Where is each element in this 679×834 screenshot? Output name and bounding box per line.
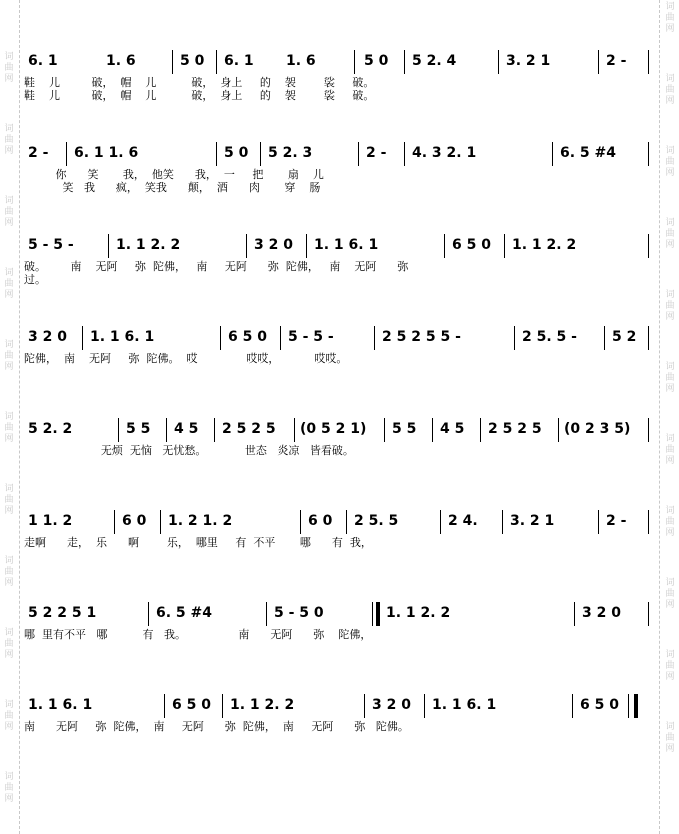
watermark: 词 曲 网 — [4, 196, 14, 228]
measure-notes: 1. 6 — [286, 53, 316, 69]
barline — [354, 50, 355, 74]
measure-notes: 6 0 — [122, 513, 147, 529]
watermark: 词 曲 网 — [4, 268, 14, 300]
measure-notes: 1. 6 — [106, 53, 136, 69]
barline — [260, 142, 261, 166]
watermark: 词 曲 网 — [4, 124, 14, 156]
barline — [514, 326, 515, 350]
measure-notes: 6 5 0 — [172, 697, 211, 713]
lyric-line-1: 陀佛， 南 无阿 弥 陀佛。 哎 哎哎， 哎哎。 — [24, 352, 348, 365]
measure-notes: 6. 1 — [28, 53, 58, 69]
barline — [648, 50, 649, 74]
barline — [552, 142, 553, 166]
barline — [440, 510, 441, 534]
measure-notes: 1. 1 6. 1 — [314, 237, 379, 253]
barline — [108, 234, 109, 258]
measure-notes: 5 - 5 - — [288, 329, 334, 345]
measure-notes: 6 0 — [308, 513, 333, 529]
barline — [148, 602, 149, 626]
measure-notes: 5 5 — [392, 421, 417, 437]
measure-notes: 1. 1 2. 2 — [230, 697, 295, 713]
watermark: 词 曲 网 — [4, 628, 14, 660]
measure-notes: 6 5 0 — [580, 697, 619, 713]
final-barline — [628, 694, 629, 718]
measure-notes: 6. 5 #4 — [156, 605, 213, 621]
lyric-line-2: 过。 — [24, 273, 46, 286]
lyric-line-1: 南 无阿 弥 陀佛， 南 无阿 弥 陀佛， 南 无阿 弥 陀佛。 — [24, 720, 409, 733]
measure-notes: 2 - — [366, 145, 387, 161]
measure-notes: 2 - — [606, 513, 627, 529]
measure-notes: 5 2. 2 — [28, 421, 73, 437]
barline — [306, 234, 307, 258]
barline — [222, 694, 223, 718]
barline — [502, 510, 503, 534]
lyric-line-1: 无烦 无恼 无忧愁。 世态 炎凉 皆看破。 — [24, 444, 354, 457]
measure-notes: 5 2. 4 — [412, 53, 457, 69]
watermark: 词 曲 网 — [4, 556, 14, 588]
watermark: 词 曲 网 — [4, 412, 14, 444]
barline — [294, 418, 295, 442]
barline — [648, 418, 649, 442]
barline — [598, 50, 599, 74]
barline — [364, 694, 365, 718]
repeat-barline — [372, 602, 373, 626]
notation-row — [24, 510, 654, 534]
measure-notes: 1. 1 2. 2 — [386, 605, 451, 621]
barline — [216, 50, 217, 74]
barline — [432, 418, 433, 442]
measure-notes: 2 5 2 5 — [488, 421, 542, 437]
lyric-line-1: 走啊 走， 乐 啊 乐， 哪里 有 不平 哪 有 我， — [24, 536, 372, 549]
barline — [374, 326, 375, 350]
measure-notes: 5 0 — [180, 53, 205, 69]
barline — [504, 234, 505, 258]
measure-notes: 1. 1 2. 2 — [512, 237, 577, 253]
measure-notes: 1. 1 6. 1 — [28, 697, 93, 713]
notation-row — [24, 418, 654, 442]
measure-notes: 2 4. — [448, 513, 478, 529]
measure-notes: 1. 1 6. 1 — [90, 329, 155, 345]
measure-notes: 4 5 — [440, 421, 465, 437]
barline — [346, 510, 347, 534]
barline — [648, 142, 649, 166]
measure-notes: 1 1. 2 — [28, 513, 73, 529]
measure-notes: 6. 1 — [224, 53, 254, 69]
measure-notes: 2 5 2 5 5 - — [382, 329, 461, 345]
watermark: 词 曲 网 — [665, 2, 675, 34]
measure-notes: 1. 1 6. 1 — [432, 697, 497, 713]
measure-notes: 5 0 — [224, 145, 249, 161]
watermark: 词 曲 网 — [665, 722, 675, 754]
left-watermark-column — [0, 0, 18, 834]
measure-notes: 3. 2 1 — [506, 53, 551, 69]
barline — [404, 50, 405, 74]
barline — [404, 142, 405, 166]
barline — [558, 418, 559, 442]
barline — [118, 418, 119, 442]
watermark: 词 曲 网 — [665, 578, 675, 610]
measure-notes: 5 5 — [126, 421, 151, 437]
measure-notes: 3. 2 1 — [510, 513, 555, 529]
watermark: 词 曲 网 — [665, 146, 675, 178]
measure-notes: 3 2 0 — [254, 237, 293, 253]
repeat-barline — [376, 602, 380, 626]
lyric-line-1: 破。 南 无阿 弥 陀佛， 南 无阿 弥 陀佛， 南 无阿 弥 — [24, 260, 409, 273]
measure-notes: 6. 5 #4 — [560, 145, 617, 161]
barline — [572, 694, 573, 718]
barline — [598, 510, 599, 534]
barline — [164, 694, 165, 718]
watermark: 词 曲 网 — [665, 290, 675, 322]
measure-notes: 2 5. 5 — [354, 513, 399, 529]
barline — [246, 234, 247, 258]
measure-notes: (0 5 2 1) — [300, 421, 367, 437]
measure-notes: 6 5 0 — [452, 237, 491, 253]
barline — [358, 142, 359, 166]
score-sheet — [24, 0, 654, 834]
measure-notes: 6 5 0 — [228, 329, 267, 345]
measure-notes: 1. 1 2. 2 — [116, 237, 181, 253]
barline — [648, 602, 649, 626]
barline — [266, 602, 267, 626]
barline — [480, 418, 481, 442]
watermark: 词 曲 网 — [4, 700, 14, 732]
lyric-line-1: 哪 里有不平 哪 有 我。 南 无阿 弥 陀佛， — [24, 628, 372, 641]
measure-notes: 2 5 2 5 — [222, 421, 276, 437]
watermark: 词 曲 网 — [665, 74, 675, 106]
right-dashed-guide — [659, 0, 660, 834]
notation-row — [24, 326, 654, 350]
barline — [66, 142, 67, 166]
measure-notes: 5 0 — [364, 53, 389, 69]
measure-notes: 5 2 — [612, 329, 637, 345]
barline — [160, 510, 161, 534]
barline — [384, 418, 385, 442]
barline — [300, 510, 301, 534]
measure-notes: 3 2 0 — [372, 697, 411, 713]
watermark: 词 曲 网 — [665, 506, 675, 538]
measure-notes: (0 2 3 5) — [564, 421, 631, 437]
measure-notes: 3 2 0 — [582, 605, 621, 621]
notation-row — [24, 694, 654, 718]
barline — [444, 234, 445, 258]
watermark: 词 曲 网 — [665, 218, 675, 250]
barline — [280, 326, 281, 350]
barline — [424, 694, 425, 718]
measure-notes: 1. 2 1. 2 — [168, 513, 233, 529]
watermark: 词 曲 网 — [4, 340, 14, 372]
watermark: 词 曲 网 — [4, 772, 14, 804]
lyric-line-2: 鞋 儿 破， 帽 儿 破， 身上 的 袈 裟 破。 — [24, 89, 375, 102]
barline — [172, 50, 173, 74]
barline — [214, 418, 215, 442]
watermark: 词 曲 网 — [665, 362, 675, 394]
notation-row — [24, 602, 654, 626]
notation-row — [24, 50, 654, 74]
barline — [114, 510, 115, 534]
lyric-line-1: 鞋 儿 破， 帽 儿 破， 身上 的 袈 裟 破。 — [24, 76, 375, 89]
notation-row — [24, 234, 654, 258]
barline — [498, 50, 499, 74]
final-barline — [634, 694, 638, 718]
barline — [216, 142, 217, 166]
measure-notes: 5 - 5 - — [28, 237, 74, 253]
measure-notes: 2 5. 5 - — [522, 329, 577, 345]
watermark: 词 曲 网 — [4, 52, 14, 84]
lyric-line-1: 你 笑 我， 他笑 我， 一 把 扇 儿 — [24, 168, 324, 181]
measure-notes: 4. 3 2. 1 — [412, 145, 477, 161]
measure-notes: 6. 1 1. 6 — [74, 145, 139, 161]
barline — [574, 602, 575, 626]
notation-row — [24, 142, 654, 166]
barline — [82, 326, 83, 350]
measure-notes: 3 2 0 — [28, 329, 67, 345]
barline — [648, 234, 649, 258]
lyric-line-2: 笑 我 疯， 笑我 颠， 酒 肉 穿 肠 — [24, 181, 321, 194]
measure-notes: 5 - 5 0 — [274, 605, 324, 621]
measure-notes: 2 - — [28, 145, 49, 161]
measure-notes: 2 - — [606, 53, 627, 69]
barline — [220, 326, 221, 350]
barline — [648, 326, 649, 350]
barline — [648, 510, 649, 534]
barline — [604, 326, 605, 350]
watermark: 词 曲 网 — [665, 650, 675, 682]
measure-notes: 4 5 — [174, 421, 199, 437]
measure-notes: 5 2. 3 — [268, 145, 313, 161]
watermark: 词 曲 网 — [4, 484, 14, 516]
watermark: 词 曲 网 — [665, 434, 675, 466]
right-watermark-column — [661, 0, 679, 834]
barline — [166, 418, 167, 442]
measure-notes: 5 2 2 5 1 — [28, 605, 97, 621]
left-dashed-guide — [19, 0, 20, 834]
